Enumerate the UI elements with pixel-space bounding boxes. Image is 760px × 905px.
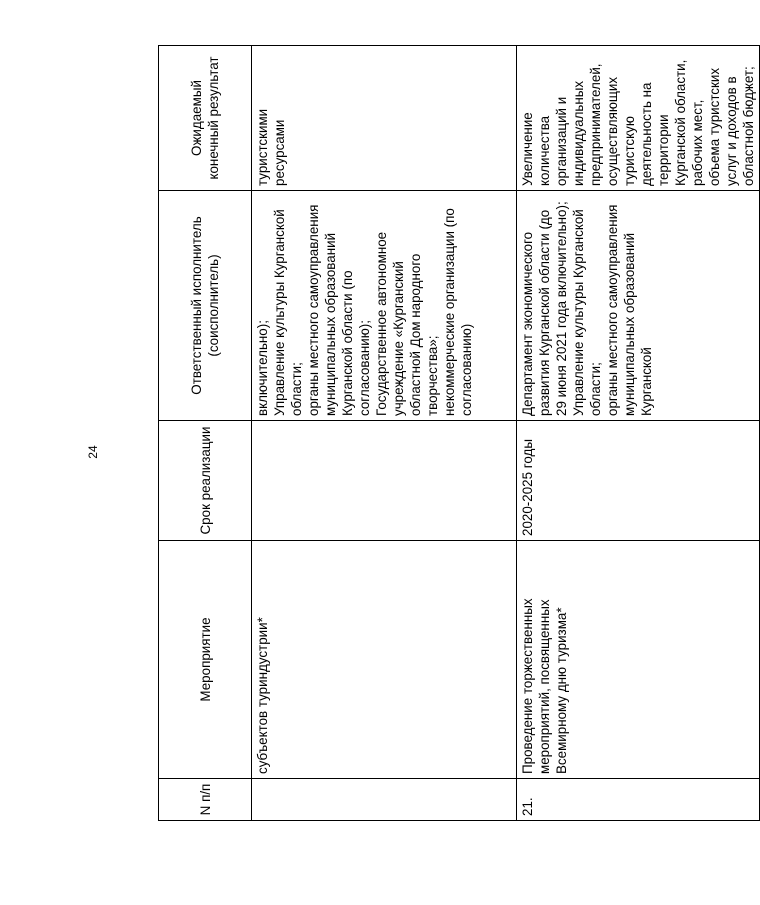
cell-result: туристскими ресурсами bbox=[252, 46, 517, 191]
header-responsible: Ответственный исполнитель (соисполнитель) bbox=[159, 191, 252, 421]
cell-result: Увеличение количества организаций и индивидуальных предпринимателей, осуществляющих туристскую деятельность на территории Курганской области, рабочих мест, объема туристских услуг и доходов в областной бюджет; bbox=[517, 46, 760, 191]
table-row bbox=[517, 46, 760, 821]
cell-num: 21. bbox=[517, 779, 760, 821]
table-header-row bbox=[159, 46, 252, 821]
events-table bbox=[158, 45, 760, 821]
header-num: N п/п bbox=[159, 779, 252, 821]
cell-responsible: включительно); Управление культуры Курганской области; органы местного самоуправления муниципальных образований Курганской области (по согласованию); Государственное автономное учреждение «Курганский областной Дом народного творчества»; некоммерческие организации (по согласованию) bbox=[252, 191, 517, 421]
header-event: Мероприятие bbox=[159, 541, 252, 779]
table-container bbox=[158, 46, 756, 821]
cell-num bbox=[252, 779, 517, 821]
header-result: Ожидаемый конечный результат bbox=[159, 46, 252, 191]
cell-event: субъектов туриндустрии* bbox=[252, 541, 517, 779]
cell-responsible: Департамент экономического развития Курганской области (до 29 июня 2021 года включительно); Управление культуры Курганской области; органы местного самоуправления муниципальных образований Курганской bbox=[517, 191, 760, 421]
header-term: Срок реализации bbox=[159, 421, 252, 541]
table-row bbox=[252, 46, 517, 821]
cell-event: Проведение торжественных мероприятий, посвященных Всемирному дню туризма* bbox=[517, 541, 760, 779]
page-number: 24 bbox=[86, 445, 100, 459]
cell-term: 2020-2025 годы bbox=[517, 421, 760, 541]
cell-term bbox=[252, 421, 517, 541]
